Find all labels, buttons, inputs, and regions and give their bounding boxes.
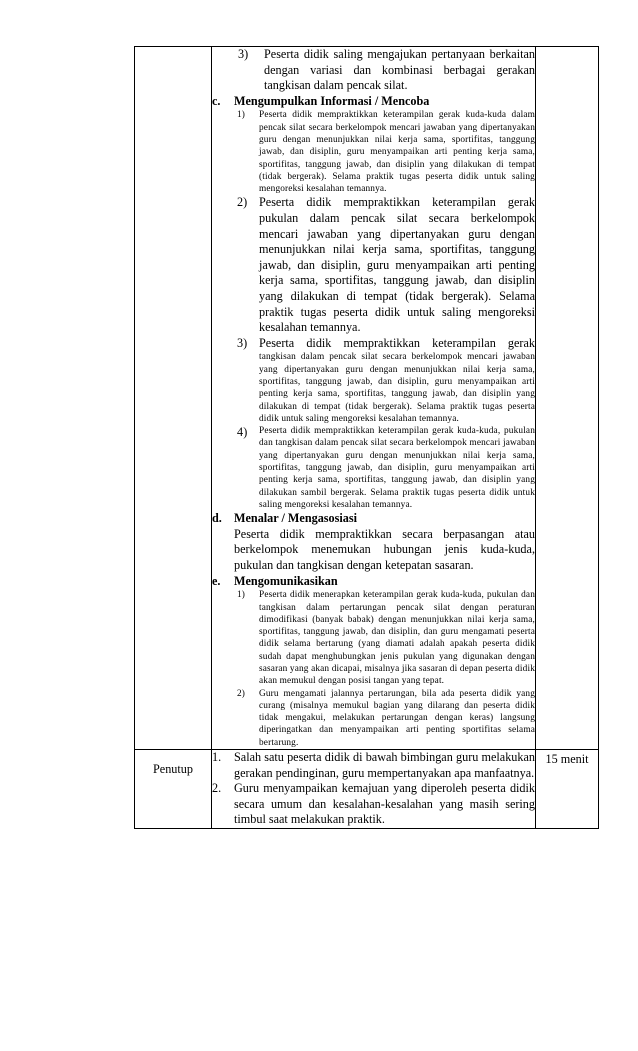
time-cell [536, 750, 599, 829]
list-item [237, 589, 535, 687]
item-number: 3) [238, 47, 249, 61]
item-text: Salah satu peserta didik di bawah bimbingan guru melakukan gerakan pendinginan, guru mempertanyakan apa manfaatnya. [234, 750, 535, 780]
section-title: Mengumpulkan Informasi / Mencoba [234, 93, 430, 108]
item-number: 1) [237, 110, 246, 121]
item-text-rest: tangkisan dalam pencak silat secara berkelompok mencari jawaban yang dipertanyakan guru dengan menunjukkan nilai kerja sama, sportifitas, tanggung jawab, dan disiplin, guru menyampaikan arti penting kerja sama, sportifitas, tanggung jawab, dan disiplin yang dilakukan di tempat (tidak bergerak). Selama praktik tugas peserta didik untuk saling mengoreksi kesalahan temannya. [259, 352, 535, 424]
item-number: 2) [237, 195, 248, 210]
item-number: 1) [237, 590, 246, 601]
lesson-plan-table [134, 46, 599, 829]
section-title: Mengomunikasikan [234, 573, 338, 588]
activity-cell [212, 750, 536, 829]
item-text: Peserta didik mempraktikkan keterampilan gerak kuda-kuda, pukulan dan tangkisan dalam pencak silat secara berkelompok mencari jawaban yang dipertanyakan guru dengan menunjukkan nilai kerja sama, sportifitas, tanggung jawab, dan disiplin, guru menyampaikan arti penting kerja sama, sportifitas, tanggung jawab, dan disiplin yang dilakukan sambil bergerak. Selama praktik tugas peserta didik untuk saling mengoreksi kesalahan temannya. [259, 426, 535, 510]
section-c-heading [212, 94, 535, 110]
table-row-core [135, 47, 599, 750]
item-text-first-line: Peserta didik mempraktikkan keterampilan gerak [259, 335, 535, 350]
item-text: Guru mengamati jalannya pertarungan, bila ada peserta didik yang curang (misalnya memukul bagian yang dilarang dan peserta didik tidak mengakui, melakukan pertarungan dengan keras) langsung diperingatkan dan menyampaikan arti penting sportifitas selama bertarung. [259, 688, 535, 748]
table-row-closing [135, 750, 599, 829]
list-item [237, 109, 535, 195]
item-text [259, 336, 535, 425]
list-item [212, 781, 535, 828]
item-text: Peserta didik mempraktikkan keterampilan gerak pukulan dalam pencak silat secara berkelompok mencari jawaban yang dipertanyakan guru dengan menunjukkan nilai kerja sama, sportifitas, tanggung jawab, dan disiplin, guru menyampaikan arti penting kerja sama, sportifitas, tanggung jawab, dan disiplin yang dilakukan di tempat (tidak bergerak). Selama praktik tugas peserta didik untuk saling mengoreksi kesalahan temannya. [259, 195, 535, 335]
item-number: 4) [237, 425, 248, 440]
list-item [237, 425, 535, 511]
section-title: Menalar / Mengasosiasi [234, 511, 357, 526]
section-letter: e. [212, 573, 221, 588]
section-e-heading [212, 574, 535, 590]
item-number: 2) [237, 688, 246, 699]
item-number: 2. [212, 781, 222, 796]
item-text: Peserta didik mempraktikkan keterampilan gerak kuda-kuda dalam pencak silat secara berkelompok mencari jawaban yang dipertanyakan guru dengan menunjukkan nilai kerja sama, sportifitas, tanggung jawab, dan disiplin, guru menyampaikan arti penting kerja sama, sportifitas, tanggung jawab, dan disiplin yang dilakukan di tempat (tidak bergerak). Selama praktik tugas peserta didik untuk saling mengoreksi kesalahan temannya. [259, 110, 535, 195]
time-cell-empty [536, 47, 599, 750]
duration-label: 15 menit [545, 752, 589, 767]
phase-cell [135, 750, 212, 829]
item-text: Guru menyampaikan kemajuan yang diperoleh peserta didik secara umum dan kesalahan-kesalahan yang masih sering timbul saat melakukan praktik. [234, 781, 535, 827]
list-item [212, 750, 535, 781]
phase-cell-empty [135, 47, 212, 750]
list-item [238, 47, 535, 94]
item-number: 1. [212, 750, 222, 765]
item-text: Peserta didik menerapkan keterampilan gerak kuda-kuda, pukulan dan tangkisan dalam pertarungan pencak silat dengan peraturan dimodifikasi (banyak babak) dengan menunjukkan nilai kerja sama, sportifitas, tanggung jawab, dan disiplin, dan guru mengamati peserta didik selama bertarung (yang diamati adalah apakah peserta didik sudah dapat menghubungkan jenis pukulan yang digunakan dengan sasaran yang akan dicapai, misalnya jika sasaran di depan peserta didik akan memukul dengan posisi tangan yang tepat. [259, 590, 535, 687]
activity-cell [212, 47, 536, 750]
section-letter: d. [212, 511, 222, 526]
section-d-heading [212, 511, 535, 527]
section-letter: c. [212, 93, 221, 108]
item-text: Peserta didik saling mengajukan pertanyaan berkaitan dengan variasi dan kombinasi berbagai gerakan tangkisan dalam pencak silat. [264, 47, 535, 93]
item-number: 3) [237, 335, 248, 350]
list-item [237, 336, 535, 425]
list-item [237, 195, 535, 335]
list-item [237, 688, 535, 749]
section-d-text: Peserta didik mempraktikkan secara berpasangan atau berkelompok menemukan hubungan jenis kuda-kuda, pukulan dan tangkisan dengan ketepatan sasaran. [234, 526, 535, 573]
phase-label: Penutup [153, 762, 193, 777]
